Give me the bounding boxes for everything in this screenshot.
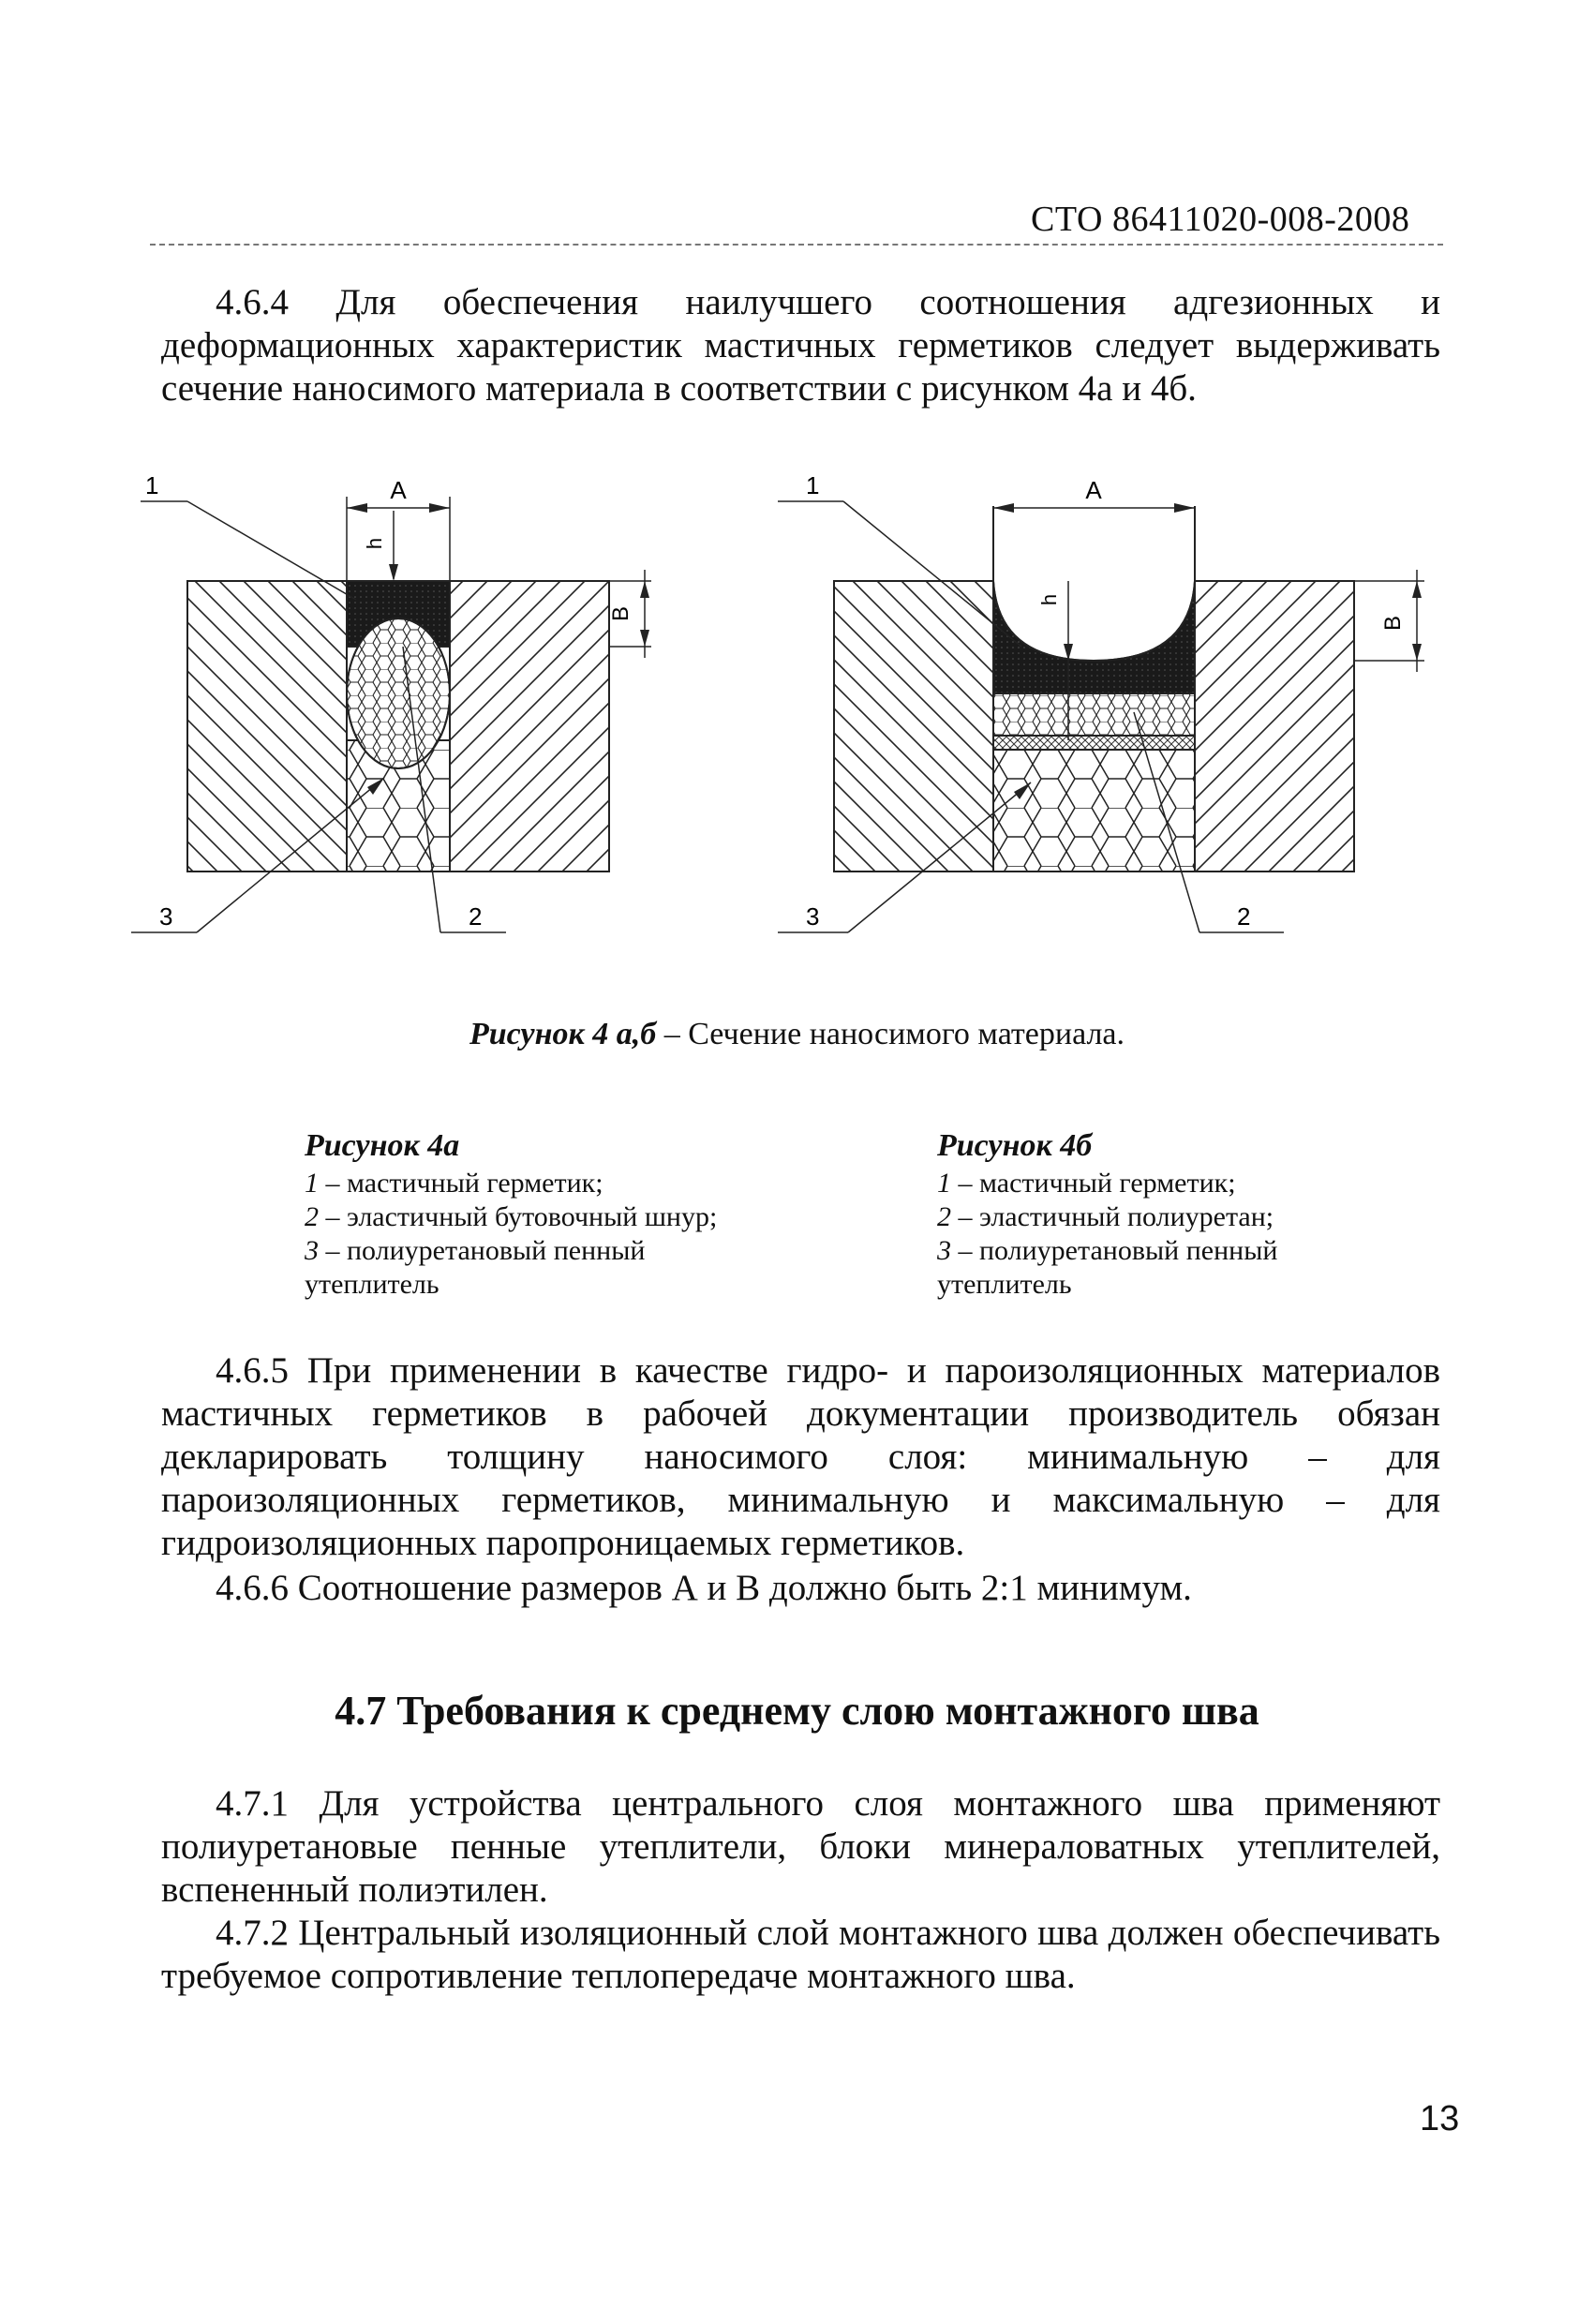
legend-item: 2 – эластичный полиуретан;: [937, 1201, 1274, 1232]
wall-right-4a: [450, 581, 609, 872]
callout-3-4a: 3: [159, 902, 173, 931]
paragraph-4-7-1: [161, 1782, 1440, 1912]
dimension-a-label-4b: A: [1085, 476, 1102, 504]
legend-4b-title: Рисунок 4б: [937, 1128, 1093, 1163]
legend-item: 2 – эластичный бутовочный шнур;: [305, 1201, 718, 1232]
dimension-a-label-4a: A: [390, 476, 407, 504]
paragraph-4-6-4: [161, 281, 1440, 410]
paragraph-4-6-5: [161, 1349, 1440, 1565]
callout-1-4a: 1: [145, 471, 159, 499]
callout-3-4b: 3: [806, 902, 820, 931]
paragraph-4-7-1-text: 4.7.1 Для устройства центрального слоя монтажного шва применяют полиуретановые пенные утеплители, блоки минераловатных утеплителей, вспененный полиэтилен.: [161, 1783, 1440, 1910]
section-title-4-7: 4.7 Требования к среднему слою монтажного шва: [335, 1688, 1259, 1734]
wall-right-4b: [1195, 581, 1354, 872]
document-code: СТО 86411020-008-2008: [1031, 200, 1410, 239]
figure-caption: [0, 1017, 1594, 1052]
elastic-polyurethane-4b: [993, 693, 1195, 736]
legend-4a-title: Рисунок 4а: [305, 1128, 460, 1163]
paragraph-4-6-4-text: 4.6.4 Для обеспечения наилучшего соотношения адгезионных и деформационных характеристик мастичных герметиков следует выдерживать сечение наносимого материала в соответствии с рисунком 4а и 4б.: [161, 282, 1440, 409]
legend-item: 3 – полиуретановый пенный утеплитель: [937, 1235, 1278, 1300]
figure-4b: [778, 471, 1424, 932]
paragraph-4-7-2: [161, 1912, 1440, 1998]
paragraph-4-7-2-text: 4.7.2 Центральный изоляционный слой монтажного шва должен обеспечивать требуемое сопротивление теплопередаче монтажного шва.: [161, 1913, 1440, 1996]
dimension-h-label-4b: h: [1037, 593, 1061, 606]
figure-caption-text: – Сечение наносимого материала.: [656, 1017, 1125, 1051]
dimension-b-label-4a: B: [608, 605, 633, 622]
legend-item: 1 – мастичный герметик;: [937, 1168, 1236, 1199]
header-rule: [150, 244, 1443, 246]
callout-2-4b: 2: [1237, 902, 1251, 931]
paragraph-4-6-6-text: 4.6.6 Соотношение размеров А и В должно быть 2:1 минимум.: [216, 1568, 1192, 1608]
wall-left-4b: [834, 581, 993, 872]
callout-1-4b: 1: [806, 471, 820, 499]
page-number: 13: [1420, 2099, 1460, 2138]
legend-4b: [937, 1129, 1387, 1302]
dimension-h-label-4a: h: [363, 537, 386, 550]
legend-item: 3 – полиуретановый пенный утеплитель: [305, 1235, 646, 1300]
figure-4a: [131, 471, 651, 932]
figure-4-section-diagrams: [122, 459, 1471, 956]
dimension-b-label-4b: B: [1380, 615, 1406, 632]
legend-item: 1 – мастичный герметик;: [305, 1168, 603, 1199]
backer-rod-4a: [347, 618, 450, 768]
sealant-4b: [993, 581, 1195, 693]
callout-2-4a: 2: [469, 902, 483, 931]
foam-4b: [993, 750, 1195, 872]
figure-caption-label: Рисунок 4 а,б: [469, 1017, 657, 1051]
paragraph-4-6-5-text: 4.6.5 При применении в качестве гидро- и пароизоляционных материалов мастичных герметиков в рабочей документации производитель обязан декларировать толщину наносимого слоя: минимальную – для пароизоляционных герметиков, минимальную и максимальную – для гидроизоляционных паропроницаемых герметиков.: [161, 1350, 1440, 1563]
paragraph-4-6-6: [161, 1567, 1440, 1610]
legend-4a: [305, 1129, 829, 1302]
